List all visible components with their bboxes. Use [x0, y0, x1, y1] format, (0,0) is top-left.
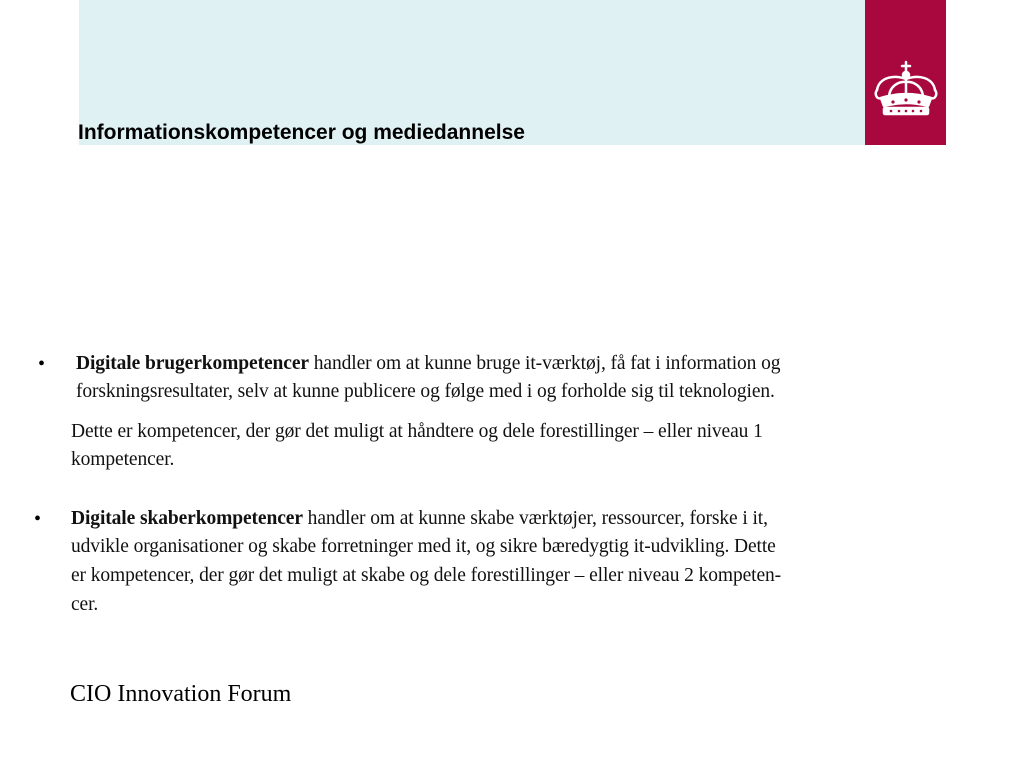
- item-1-term: Digitale brugerkompetencer: [76, 353, 309, 374]
- item-1-note-line-2: kompetencer.: [71, 449, 175, 470]
- slide-title: Informationskompetencer og mediedannelse: [78, 121, 525, 144]
- crown-icon: [871, 60, 941, 118]
- bullet-item-2: •: [34, 508, 42, 530]
- bullet-item-1: •: [38, 353, 46, 375]
- footer-text: CIO Innovation Forum: [70, 681, 292, 707]
- item-1-note-line-1: Dette er kompetencer, der gør det muligt at håndtere og dele forestillinger – eller niveau 1: [71, 421, 763, 442]
- logo-block: [865, 0, 946, 145]
- item-1-line-1-text: handler om at kunne bruge it-værktøj, få fat i information og: [308, 353, 781, 374]
- item-2-term: Digitale skaberkompetencer: [71, 508, 303, 529]
- item-2-line-4: cer.: [71, 594, 99, 615]
- item-1-line-1: [76, 350, 780, 378]
- item-2-line-1: [71, 505, 768, 533]
- item-2-line-3: er kompetencer, der gør det muligt at skabe og dele forestillinger – eller niveau 2 kompeten-: [71, 565, 782, 586]
- item-1-line-2: forskningsresultater, selv at kunne publicere og følge med i og forholde sig til teknologien.: [76, 381, 775, 402]
- item-2-line-1-text: handler om at kunne skabe værktøjer, ressourcer, forske i it,: [302, 508, 768, 529]
- item-2-line-2: udvikle organisationer og skabe forretninger med it, og sikre bæredygtig it-udvikling. Dette: [71, 536, 776, 557]
